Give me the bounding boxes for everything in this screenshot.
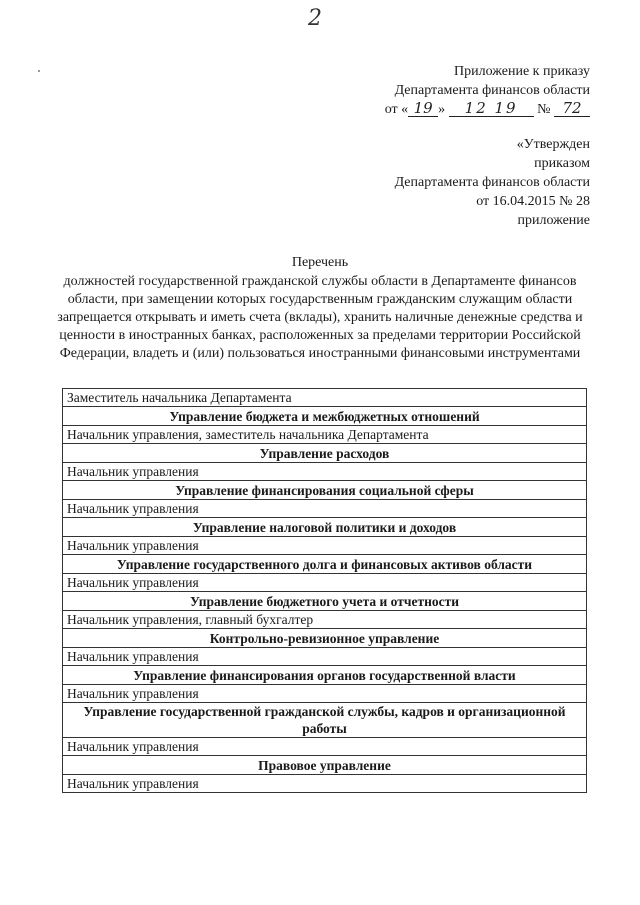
quote-close: » [438, 102, 446, 117]
position-name: Начальник управления [63, 537, 587, 555]
page-number: 2 [308, 6, 322, 31]
document-description: должностей государственной гражданской службы области в Департаменте финансов области, при замещении которых государственным гражданским служащим области запрещается открывать и иметь счета (вклады), хранить наличные денежные средства и ценности в иностранных банках, расположенных за пределами территории Российской Федерации, владеть и (или) пользоваться иностранными финансовыми инструментами [57, 274, 583, 361]
department-row [63, 481, 587, 500]
handwritten-day: 19 [408, 100, 438, 117]
position-row [63, 426, 587, 444]
position-row [63, 685, 587, 703]
position-row [63, 574, 587, 592]
department-name: Управление финансирования социальной сферы [63, 481, 587, 500]
department-row [63, 407, 587, 426]
position-name: Начальник управления, заместитель начальника Департамента [63, 426, 587, 444]
department-row [63, 629, 587, 648]
department-name: Управление бюджета и межбюджетных отношений [63, 407, 587, 426]
approved-line-3: Департамента финансов области [394, 175, 590, 190]
position-name: Заместитель начальника Департамента [63, 389, 587, 407]
position-name: Начальник управления [63, 685, 587, 703]
department-name: Контрольно-ревизионное управление [63, 629, 587, 648]
position-name: Начальник управления [63, 574, 587, 592]
approved-line-5: приложение [517, 213, 590, 228]
department-row [63, 444, 587, 463]
department-name: Управление расходов [63, 444, 587, 463]
position-row [63, 463, 587, 481]
positions-table-body [63, 389, 587, 793]
approved-line-4: от 16.04.2015 № 28 [476, 194, 590, 209]
document-heading [40, 254, 600, 363]
position-row [63, 500, 587, 518]
department-name: Управление государственной гражданской службы, кадров и организационной работы [63, 703, 587, 738]
position-row [63, 648, 587, 666]
approved-block [395, 135, 590, 230]
department-row [63, 518, 587, 537]
position-name: Начальник управления [63, 500, 587, 518]
number-sign: № [537, 102, 551, 117]
document-title: Перечень [291, 255, 349, 270]
department-name: Управление налоговой политики и доходов [63, 518, 587, 537]
handwritten-number: 72 [554, 100, 590, 117]
position-row [63, 611, 587, 629]
department-name: Управление финансирования органов государственной власти [63, 666, 587, 685]
position-name: Начальник управления, главный бухгалтер [63, 611, 587, 629]
department-row [63, 555, 587, 574]
scan-speck [38, 70, 40, 72]
position-name: Начальник управления [63, 738, 587, 756]
approved-line-2: приказом [534, 156, 590, 171]
position-name: Начальник управления [63, 463, 587, 481]
department-name: Правовое управление [63, 756, 587, 775]
handwritten-date: 12 19 [449, 100, 534, 117]
position-row [63, 775, 587, 793]
from-prefix: от « [384, 102, 409, 117]
appendix-date-line [385, 100, 590, 119]
department-row [63, 666, 587, 685]
positions-table [62, 388, 587, 793]
department-name: Управление бюджетного учета и отчетности [63, 592, 587, 611]
position-name: Начальник управления [63, 775, 587, 793]
position-name: Начальник управления [63, 648, 587, 666]
position-row [63, 738, 587, 756]
department-row [63, 703, 587, 738]
appendix-line-2: Департамента финансов области [394, 83, 590, 98]
department-name: Управление государственного долга и финансовых активов области [63, 555, 587, 574]
department-row [63, 756, 587, 775]
position-row [63, 537, 587, 555]
appendix-block [385, 62, 590, 119]
approved-line-1: «Утвержден [516, 137, 590, 152]
position-row [63, 389, 587, 407]
department-row [63, 592, 587, 611]
appendix-line-1: Приложение к приказу [454, 64, 590, 79]
